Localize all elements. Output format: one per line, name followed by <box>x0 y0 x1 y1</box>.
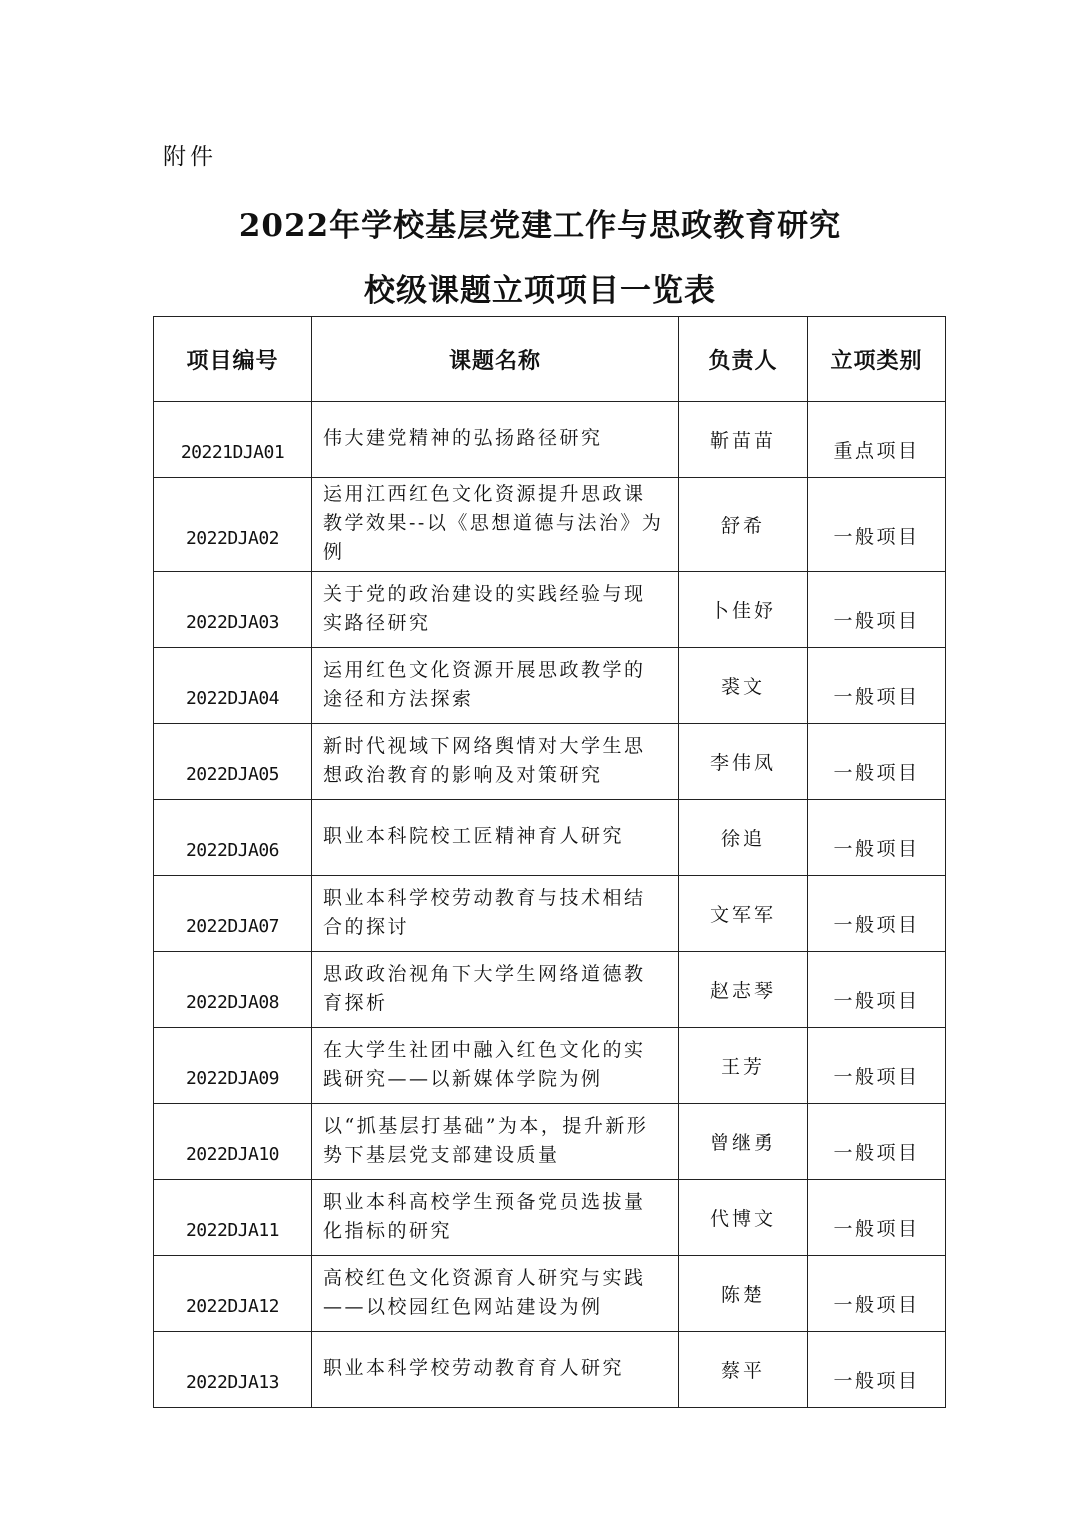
topic-name: 职业本科高校学生预备党员选拔量化指标的研究 <box>312 1180 679 1256</box>
table-row <box>154 1332 946 1408</box>
project-category: 一般项目 <box>808 572 946 648</box>
leader-name: 代博文 <box>679 1180 808 1256</box>
project-category: 一般项目 <box>808 1104 946 1180</box>
document-title: 2022年学校基层党建工作与思政教育研究 <box>238 208 842 244</box>
header-topic-name: 课题名称 <box>312 317 679 402</box>
project-category: 一般项目 <box>808 800 946 876</box>
project-category: 一般项目 <box>808 1256 946 1332</box>
topic-name: 运用红色文化资源开展思政教学的途径和方法探索 <box>312 648 679 724</box>
project-code: 2022DJA02 <box>154 478 312 572</box>
table-row <box>154 1104 946 1180</box>
project-code: 2022DJA06 <box>154 800 312 876</box>
table-row <box>154 1180 946 1256</box>
topic-name: 职业本科学校劳动教育与技术相结合的探讨 <box>312 876 679 952</box>
leader-name: 裘文 <box>679 648 808 724</box>
project-code: 20221DJA01 <box>154 402 312 478</box>
document-subtitle: 校级课题立项项目一览表 <box>364 273 716 309</box>
table-row <box>154 572 946 648</box>
leader-name: 蔡平 <box>679 1332 808 1408</box>
table-row <box>154 402 946 478</box>
project-category: 一般项目 <box>808 478 946 572</box>
project-category: 一般项目 <box>808 1028 946 1104</box>
table-header-row <box>154 317 946 402</box>
topic-name: 新时代视域下网络舆情对大学生思想政治教育的影响及对策研究 <box>312 724 679 800</box>
project-code: 2022DJA05 <box>154 724 312 800</box>
project-code: 2022DJA10 <box>154 1104 312 1180</box>
topic-name: 伟大建党精神的弘扬路径研究 <box>312 402 679 478</box>
leader-name: 卜佳妤 <box>679 572 808 648</box>
project-code: 2022DJA08 <box>154 952 312 1028</box>
leader-name: 靳苗苗 <box>679 402 808 478</box>
project-category: 一般项目 <box>808 876 946 952</box>
table-row <box>154 952 946 1028</box>
leader-name: 舒希 <box>679 478 808 572</box>
header-leader: 负责人 <box>679 317 808 402</box>
project-category: 一般项目 <box>808 1180 946 1256</box>
table-row <box>154 876 946 952</box>
leader-name: 徐追 <box>679 800 808 876</box>
topic-name: 以“抓基层打基础”为本，提升新形势下基层党支部建设质量 <box>312 1104 679 1180</box>
project-code: 2022DJA13 <box>154 1332 312 1408</box>
attachment-label: 附件 <box>163 144 217 170</box>
project-table <box>153 316 946 1408</box>
table-row <box>154 800 946 876</box>
topic-name: 职业本科院校工匠精神育人研究 <box>312 800 679 876</box>
header-category: 立项类别 <box>808 317 946 402</box>
project-code: 2022DJA04 <box>154 648 312 724</box>
table-row <box>154 1256 946 1332</box>
topic-name: 运用江西红色文化资源提升思政课教学效果--以《思想道德与法治》为例 <box>312 478 679 572</box>
project-category: 一般项目 <box>808 724 946 800</box>
topic-name: 在大学生社团中融入红色文化的实践研究——以新媒体学院为例 <box>312 1028 679 1104</box>
table-row <box>154 648 946 724</box>
project-category: 一般项目 <box>808 952 946 1028</box>
leader-name: 陈楚 <box>679 1256 808 1332</box>
project-code: 2022DJA09 <box>154 1028 312 1104</box>
topic-name: 职业本科学校劳动教育育人研究 <box>312 1332 679 1408</box>
table-row <box>154 724 946 800</box>
project-category: 一般项目 <box>808 648 946 724</box>
table-row <box>154 1028 946 1104</box>
project-code: 2022DJA11 <box>154 1180 312 1256</box>
topic-name: 高校红色文化资源育人研究与实践——以校园红色网站建设为例 <box>312 1256 679 1332</box>
leader-name: 曾继勇 <box>679 1104 808 1180</box>
leader-name: 赵志琴 <box>679 952 808 1028</box>
leader-name: 李伟凤 <box>679 724 808 800</box>
leader-name: 王芳 <box>679 1028 808 1104</box>
header-project-code: 项目编号 <box>154 317 312 402</box>
project-category: 一般项目 <box>808 1332 946 1408</box>
project-code: 2022DJA03 <box>154 572 312 648</box>
topic-name: 关于党的政治建设的实践经验与现实路径研究 <box>312 572 679 648</box>
project-category: 重点项目 <box>808 402 946 478</box>
leader-name: 文军军 <box>679 876 808 952</box>
project-code: 2022DJA07 <box>154 876 312 952</box>
project-code: 2022DJA12 <box>154 1256 312 1332</box>
table-row <box>154 478 946 572</box>
topic-name: 思政政治视角下大学生网络道德教育探析 <box>312 952 679 1028</box>
